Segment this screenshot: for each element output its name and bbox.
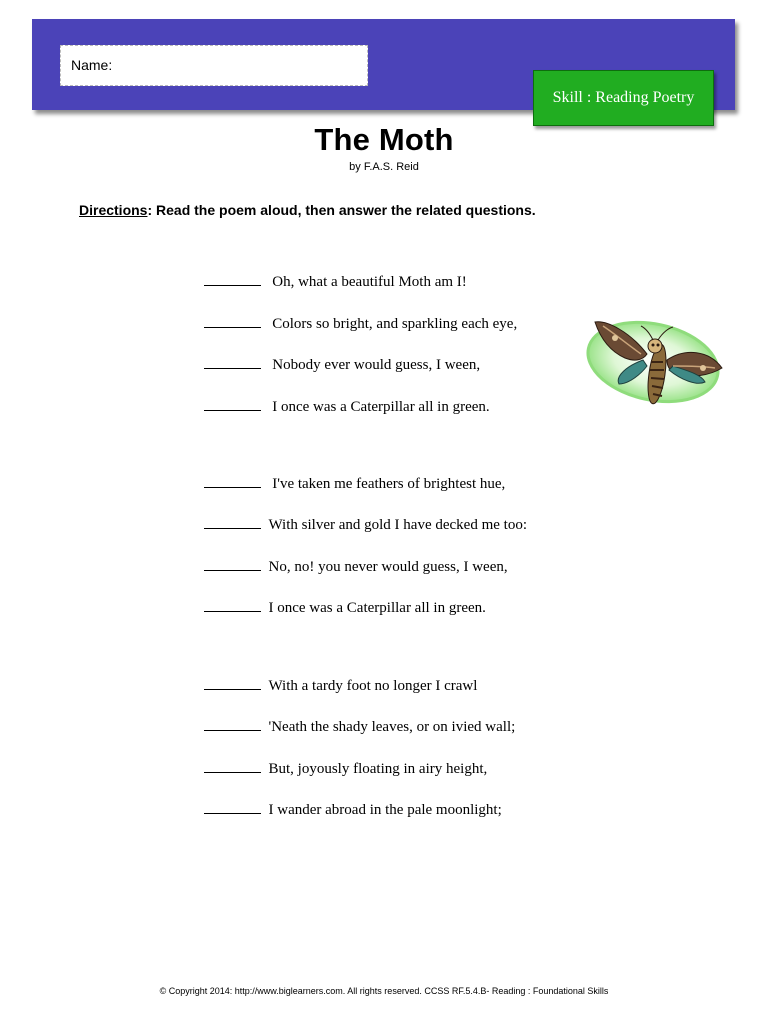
answer-blank[interactable] xyxy=(204,356,261,369)
poem-line-text: I've taken me feathers of brightest hue, xyxy=(272,476,506,492)
name-label: Name: xyxy=(71,57,113,73)
answer-blank[interactable] xyxy=(204,801,261,814)
poem-line-text: I once was a Caterpillar all in green. xyxy=(272,399,490,415)
poem-line xyxy=(204,801,502,819)
name-field[interactable] xyxy=(60,45,368,86)
poem-line-text: I once was a Caterpillar all in green. xyxy=(268,600,486,616)
poem-line-text: But, joyously floating in airy height, xyxy=(268,761,488,777)
poem-line xyxy=(204,677,477,695)
poem-line xyxy=(204,398,490,416)
moth-icon xyxy=(585,312,727,417)
poem-line-text: Colors so bright, and sparkling each eye, xyxy=(272,316,518,332)
author-byline: by F.A.S. Reid xyxy=(349,161,419,173)
skill-badge: Skill : Reading Poetry xyxy=(533,70,714,126)
poem-line xyxy=(204,760,487,778)
directions-label: Directions xyxy=(79,202,148,218)
page-title: The Moth xyxy=(314,122,454,157)
directions-text: : Read the poem aloud, then answer the related questions. xyxy=(147,202,536,218)
poem-line-text: I wander abroad in the pale moonlight; xyxy=(268,802,502,818)
poem-line-text: With a tardy foot no longer I crawl xyxy=(268,678,478,694)
answer-blank[interactable] xyxy=(204,315,261,328)
poem-line xyxy=(204,273,467,291)
copyright-footer: © Copyright 2014: http://www.biglearners.com. All rights reserved. CCSS RF.5.4.B- Reading : Foundational Skills xyxy=(159,986,609,996)
answer-blank[interactable] xyxy=(204,677,261,690)
poem-line-text: No, no! you never would guess, I ween, xyxy=(268,559,508,575)
poem-line-text: Nobody ever would guess, I ween, xyxy=(272,357,481,373)
poem-line xyxy=(204,599,486,617)
answer-blank[interactable] xyxy=(204,273,261,286)
poem-line xyxy=(204,475,505,493)
answer-blank[interactable] xyxy=(204,516,261,529)
poem-line xyxy=(204,718,515,736)
answer-blank[interactable] xyxy=(204,475,261,488)
poem-line xyxy=(204,558,508,576)
poem-line xyxy=(204,315,517,333)
poem-line xyxy=(204,356,480,374)
answer-blank[interactable] xyxy=(204,760,261,773)
poem-line-text: 'Neath the shady leaves, or on ivied wall; xyxy=(268,719,516,735)
answer-blank[interactable] xyxy=(204,558,261,571)
answer-blank[interactable] xyxy=(204,398,261,411)
poem-line-text: With silver and gold I have decked me too: xyxy=(268,517,527,533)
answer-blank[interactable] xyxy=(204,599,261,612)
poem-line-text: Oh, what a beautiful Moth am I! xyxy=(272,274,467,290)
answer-blank[interactable] xyxy=(204,718,261,731)
poem-line xyxy=(204,516,527,534)
directions xyxy=(79,202,536,218)
